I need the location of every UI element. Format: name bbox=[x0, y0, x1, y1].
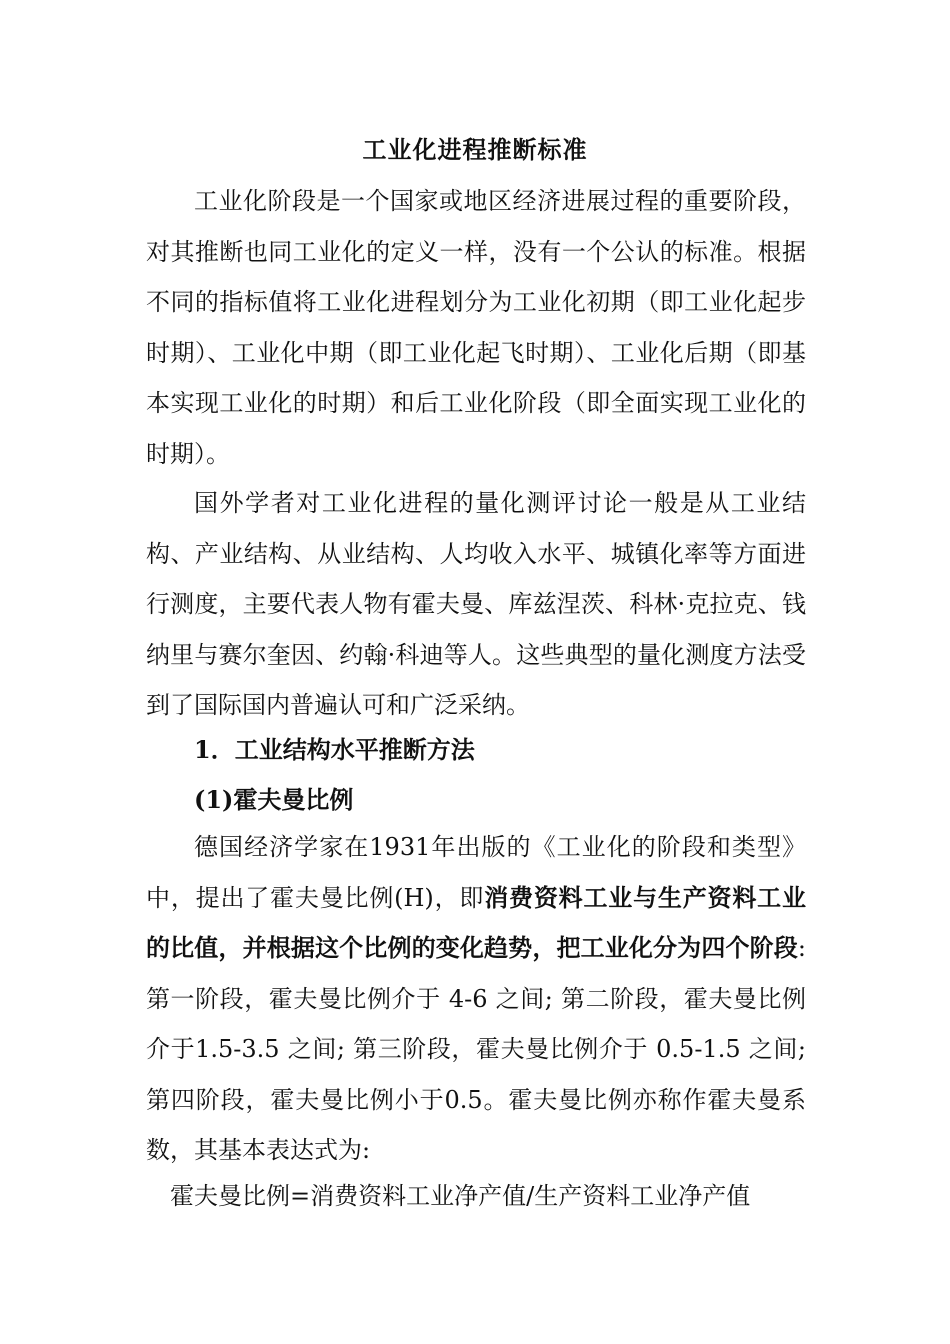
paragraph-hoffmann-stages: :第一阶段，霍夫曼比例介于 4-6 之间; 第二阶段，霍夫曼比例介于1.5-3.5 之间; 第三阶段，霍夫曼比例介于 0.5-1.5 之间; 第四阶段，霍夫曼比例小于0.5。霍夫曼比例亦称作霍夫曼系数，其基本表达式为: bbox=[146, 934, 806, 1164]
section-heading: 1．工业结构水平推断方法 bbox=[194, 735, 475, 764]
paragraph-intro: 工业化阶段是一个国家或地区经济进展过程的重要阶段，对其推断也同工业化的定义一样，没有一个公认的标准。根据不同的指标值将工业化进程划分为工业化初期（即工业化起步时期）、工业化中期（即工业化起飞时期）、工业化后期（即基本实现工业化的时期）和后工业化阶段（即全面实现工业化的时期）。 bbox=[146, 187, 806, 468]
paragraph-hoffmann bbox=[146, 822, 806, 1176]
subsection-heading: (1)霍夫曼比例 bbox=[194, 785, 354, 814]
paragraph-foreign-scholars: 国外学者对工业化进程的量化测评讨论一般是从工业结构、产业结构、从业结构、人均收入水平、城镇化率等方面进行测度，主要代表人物有霍夫曼、库兹涅茨、科林·克拉克、钱纳里与赛尔奎因、约翰·科迪等人。这些典型的量化测度方法受到了国际国内普遍认可和广泛采纳。 bbox=[146, 489, 806, 719]
page-title: 工业化进程推断标准 bbox=[362, 135, 588, 164]
paragraph-hoffmann-lead: 德国经济学家在1931年出版的《工业化的阶段和类型》中，提出了霍夫曼比例(H)，即 bbox=[146, 833, 806, 912]
paragraph-hoffmann-emphasis: 消费资料工业与生产资料工业的比值，并根据这个比例的变化趋势，把工业化分为四个阶段 bbox=[146, 882, 806, 962]
hoffmann-formula: 霍夫曼比例=消费资料工业净产值/生产资料工业净产值 bbox=[170, 1182, 751, 1210]
